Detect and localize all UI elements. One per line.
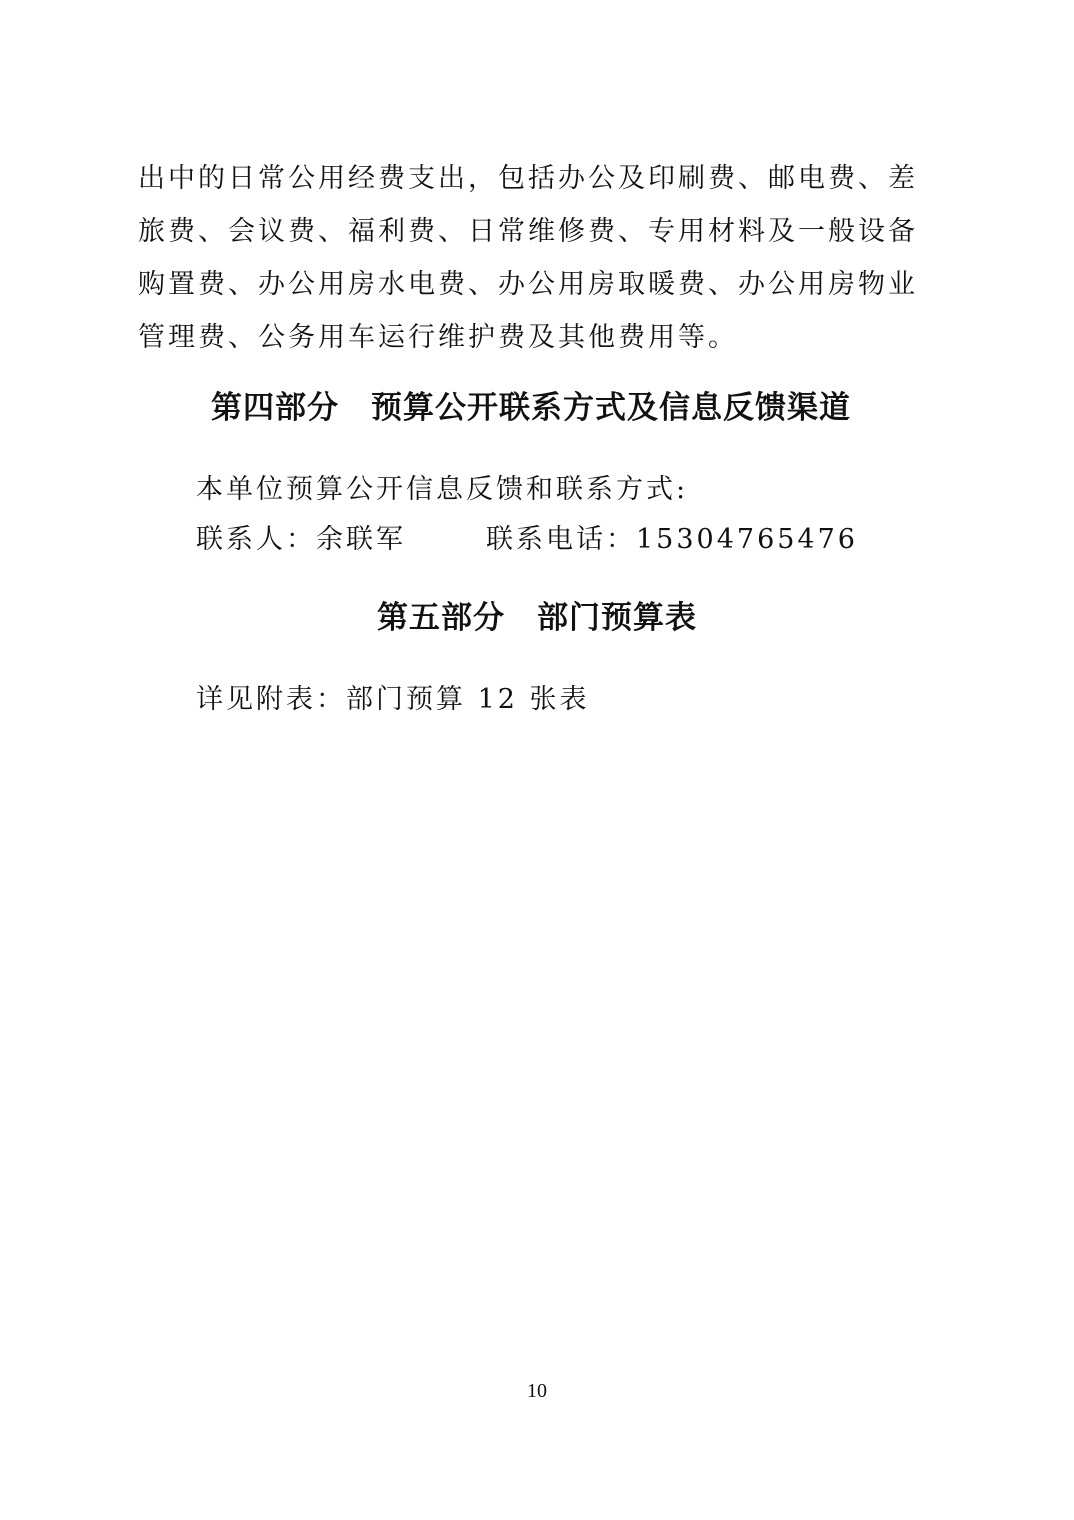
body-paragraph: 出中的日常公用经费支出，包括办公及印刷费、邮电费、差旅费、会议费、福利费、日常维修费、专用材料及一般设备购置费、办公用房水电费、办公用房取暖费、办公用房物业管理费、公务用车运行维护费及其他费用等。 <box>138 163 918 353</box>
feedback-intro: 本单位预算公开信息反馈和联系方式: <box>196 474 689 505</box>
section-5-heading: 第五部分 部门预算表 <box>377 600 697 636</box>
page-number: 10 <box>527 1380 547 1402</box>
appendix-note: 详见附表：部门预算 12 张表 <box>196 684 590 715</box>
section-4-heading: 第四部分 预算公开联系方式及信息反馈渠道 <box>211 390 851 426</box>
contact-person: 联系人：余联军 <box>196 524 406 555</box>
contact-phone: 联系电话：15304765476 <box>486 524 858 555</box>
